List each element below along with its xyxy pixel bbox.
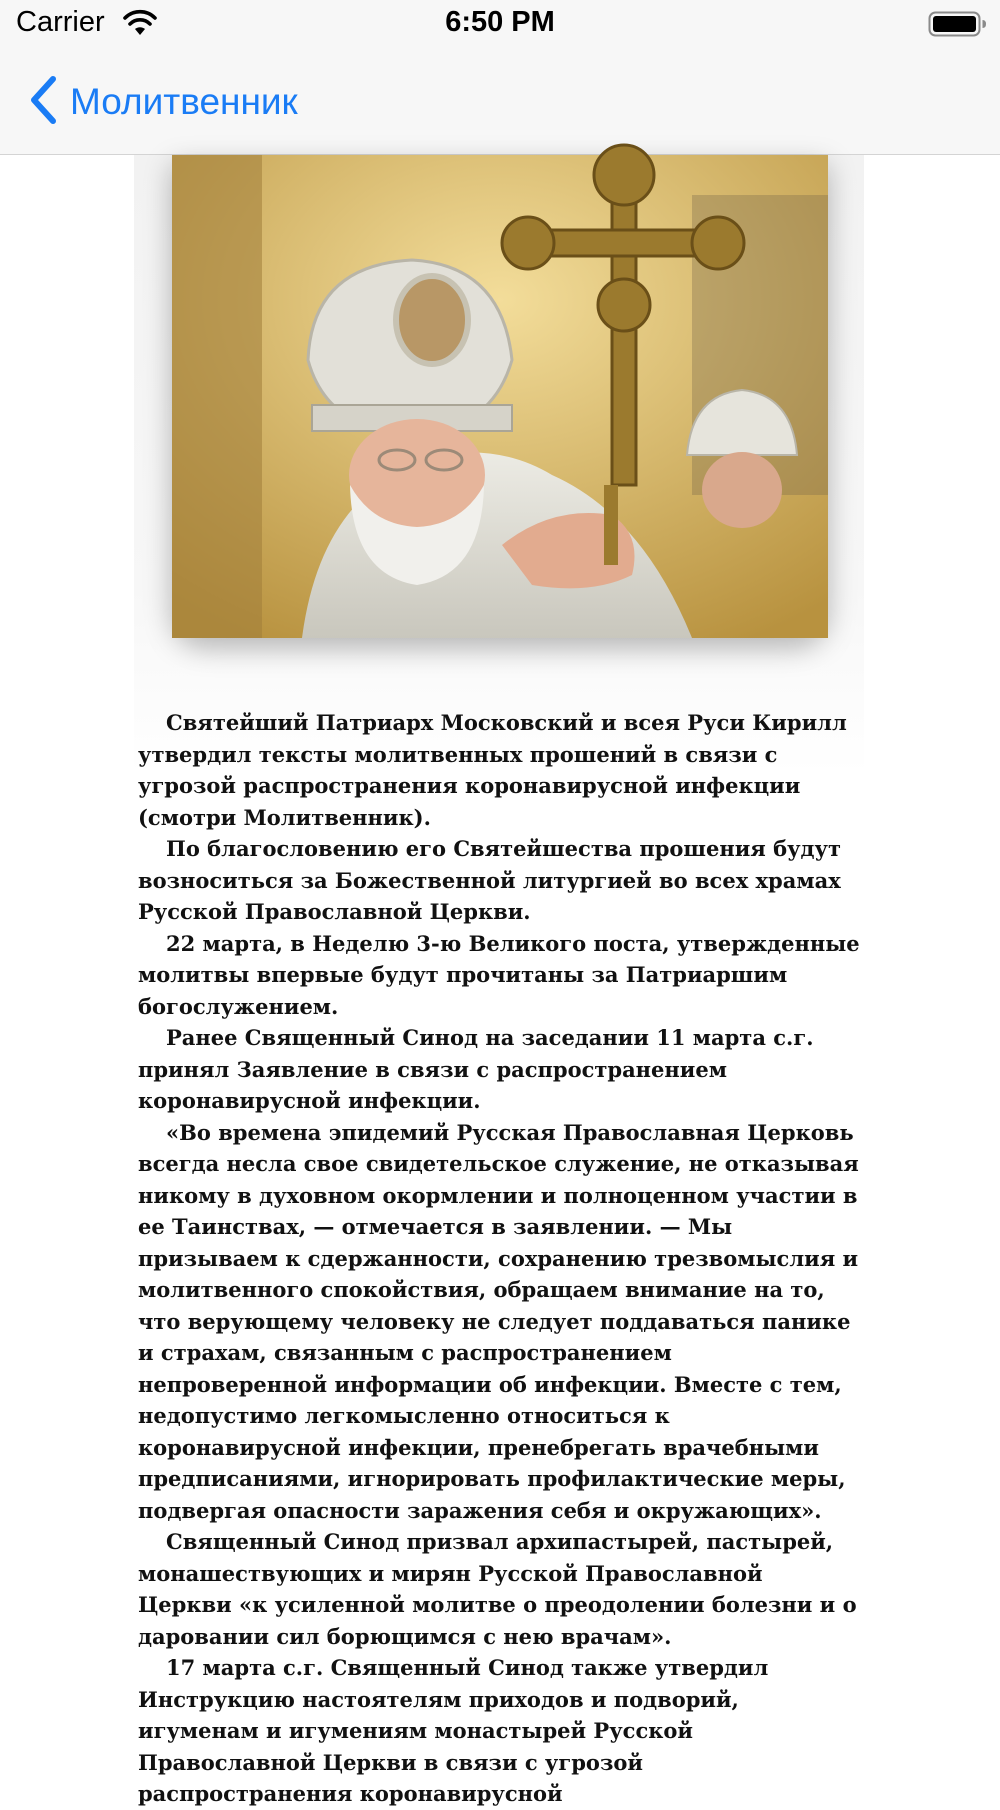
navigation-bar (0, 50, 1000, 155)
status-time: 6:50 PM (445, 6, 555, 38)
carrier-label: Carrier (16, 6, 105, 38)
article-paragraph: Святейший Патриарх Московский и всея Руси Кирилл утвердил тексты молитвенных прошений в связи с угрозой распространения коронавирусной инфекции (смотри Молитвенник). (138, 710, 847, 830)
article-paragraph: 17 марта с.г. Священный Синод также утвердил Инструкцию настоятелям приходов и подворий, игуменам и игумениям монастырей Русской Православной Церкви в связи с угрозой распространения коронавирусной (138, 1655, 769, 1806)
article-body (138, 707, 862, 1810)
article-paragraph: «Во времена эпидемий Русская Православная Церковь всегда несла свое свидетельское служение, не отказывая никому в духовном окормлении и полноценном участии в ее Таинствах, — отмечается в заявлении. — Мы призываем к сдержанности, сохранению трезвомыслия и молитвенного спокойствия, обращаем внимание на то, что верующему человеку не следует поддаваться панике и страхам, связанным с распространением непроверенной информации об инфекции. Вместе с тем, недопустимо легкомысленно относиться к коронавирусной инфекции, пренебрегать врачебными предписаниями, игнорировать профилактические меры, подвергая опасности заражения себя и окружающих». (138, 1119, 859, 1523)
article-paragraph: По благословению его Святейшества прошения будут возноситься за Божественной литургией во всех храмах Русской Православной Церкви. (138, 836, 842, 924)
article-paragraph: 22 марта, в Неделю 3-ю Великого поста, утвержденные молитвы впервые будут прочитаны за Патриаршим богослужением. (138, 930, 860, 1019)
article-paragraph: Священный Синод призвал архипастырей, пастырей, монашествующих и мирян Русской Православной Церкви «к усиленной молитве о преодолении болезни и о даровании сил борющимся с нею врачам». (138, 1529, 857, 1649)
patriarch-photo (172, 155, 828, 638)
status-bar (0, 0, 1000, 50)
chevron-left-icon (28, 75, 58, 129)
back-button[interactable] (28, 74, 298, 130)
article-paragraph: Ранее Священный Синод на заседании 11 марта с.г. принял Заявление в связи с распространением коронавирусной инфекции. (138, 1025, 814, 1113)
back-button-label: Молитвенник (70, 81, 298, 122)
content-scroll-view[interactable] (0, 155, 1000, 1806)
battery-icon (928, 11, 988, 41)
